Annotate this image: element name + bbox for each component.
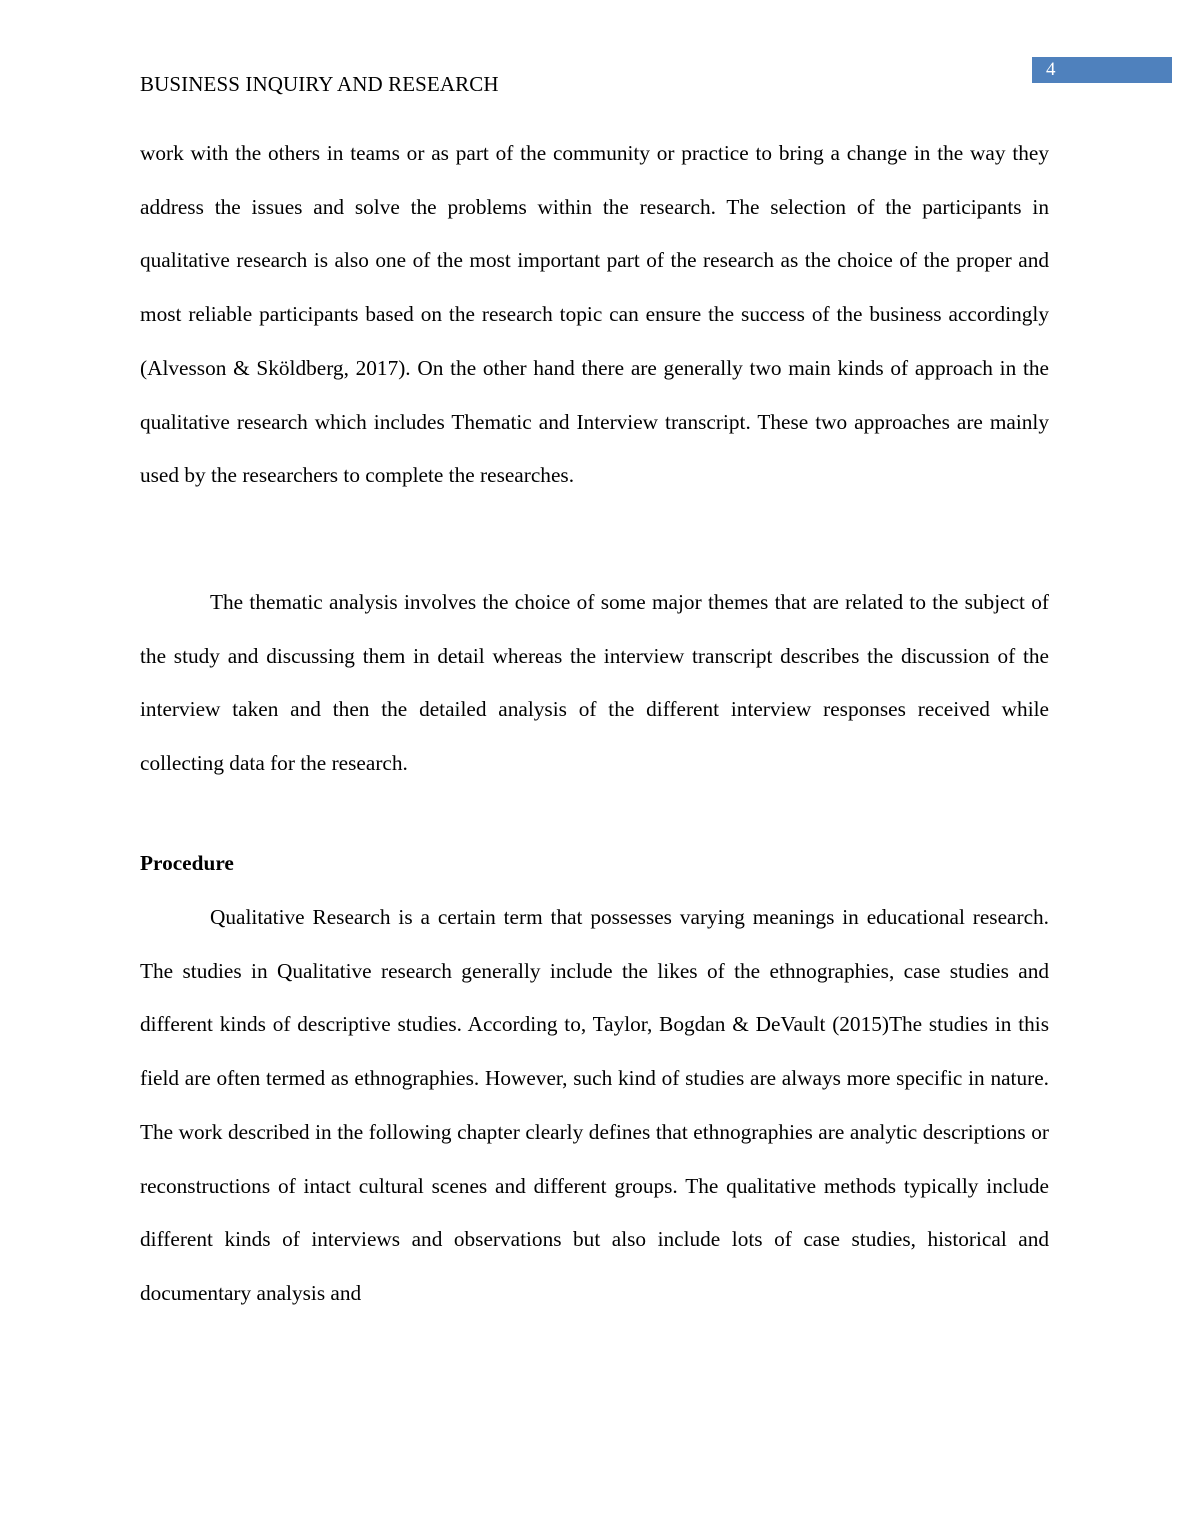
paragraph-1: work with the others in teams or as part of the community or practice to bring a change in the way they address the issues and solve the problems within the research. The selection of the participants in qualitative research is also one of the most important part of the research as the choice of the proper and most reliable participants based on the research topic can ensure the success of the business accordingly (Alvesson & Sköldberg, 2017). On the other hand there are generally two main kinds of approach in the qualitative research which includes Thematic and Interview transcript. These two approaches are mainly used by the researchers to complete the researches. <box>140 141 1049 488</box>
paragraph-2: The thematic analysis involves the choice of some major themes that are related to the subject of the study and discussing them in detail whereas the interview transcript describes the discussion of the interview taken and then the detailed analysis of the different interview responses received while collecting data for the research. <box>140 590 1049 776</box>
running-head: BUSINESS INQUIRY AND RESEARCH <box>140 72 499 96</box>
page-number: 4 <box>1032 57 1172 83</box>
paragraph-3: Qualitative Research is a certain term that possesses varying meanings in educational research. The studies in Qualitative research generally include the likes of the ethnographies, case studies and different kinds of descriptive studies. According to, Taylor, Bogdan & DeVault (2015)The studies in this field are often termed as ethnographies. However, such kind of studies are always more specific in nature. The work described in the following chapter clearly defines that ethnographies are analytic descriptions or reconstructions of intact cultural scenes and different groups. The qualitative methods typically include different kinds of interviews and observations but also include lots of case studies, historical and documentary analysis and <box>140 905 1049 1305</box>
section-heading-procedure: Procedure <box>140 851 234 875</box>
